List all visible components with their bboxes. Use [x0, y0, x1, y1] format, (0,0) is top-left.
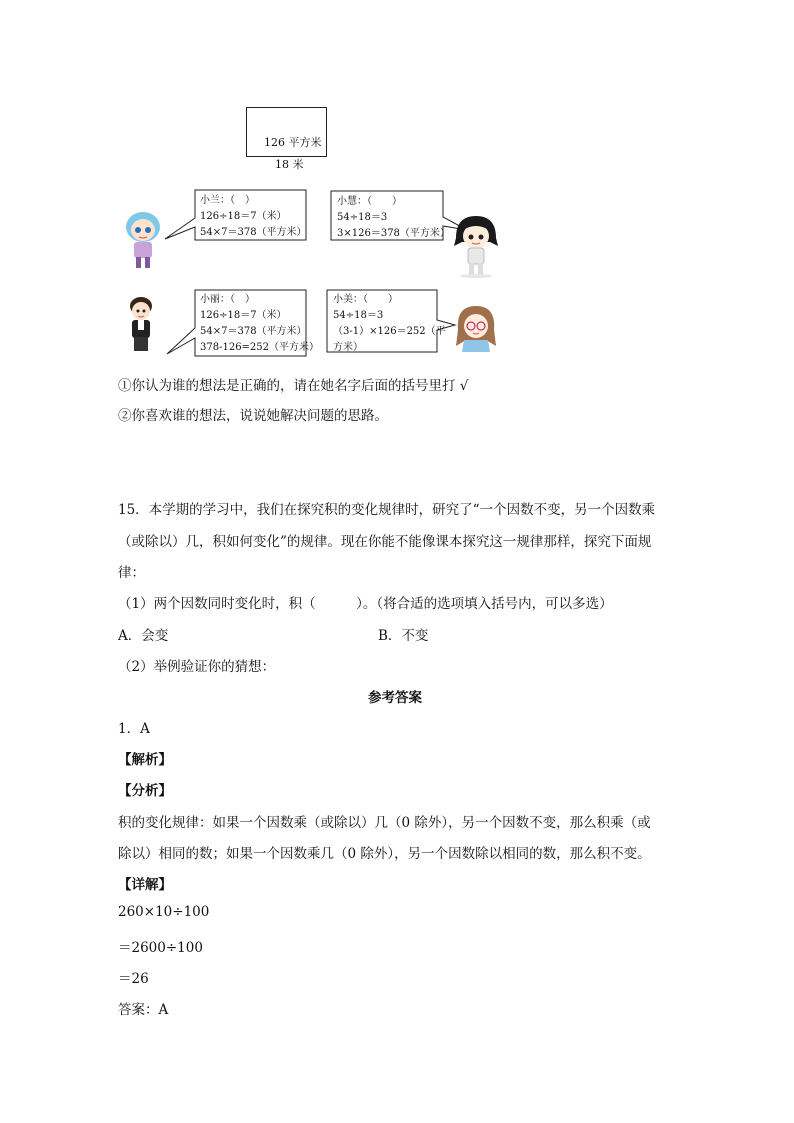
bubble-line: 54×7＝378（平方米）: [200, 227, 307, 238]
woman-avatar: [124, 296, 158, 354]
problem-15-sub2: （2）举例验证你的猜想：: [118, 659, 276, 675]
problem-15-line3: 律：: [118, 565, 145, 581]
option-a: A．会变: [118, 628, 169, 644]
rule-line1: 积的变化规律：如果一个因数乘（或除以）几（0 除外），另一个因数不变，那么积乘（或: [118, 815, 651, 831]
fenxi-label: 【分析】: [118, 783, 172, 799]
bubble-xiaohui: [337, 194, 450, 242]
bubble-line: 54÷18＝3: [333, 310, 384, 321]
calc-line2: ＝2600÷100: [118, 940, 203, 956]
bubble-xiaolan: [200, 193, 307, 241]
answer-1: 1．A: [118, 721, 150, 737]
final-answer: 答案：A: [118, 1002, 169, 1018]
problem-15-sub1: （1）两个因数同时变化时，积（ ）。（将合适的选项填入括号内，可以多选）: [118, 596, 613, 612]
question-1: ①你认为谁的想法是正确的，请在她名字后面的括号里打 √: [118, 378, 469, 394]
calc-line1: 260×10÷100: [118, 904, 210, 920]
problem-15-line1: 15．本学期的学习中，我们在探究积的变化规律时，研究了“一个因数不变，另一个因数乘: [118, 502, 656, 518]
bubble-name: 小丽：（ ）: [200, 294, 255, 305]
question-2: ②你喜欢谁的想法，说说她解决问题的思路。: [118, 408, 388, 424]
problem-15-line2: （或除以）几，积如何变化”的规律。现在你能不能像课本探究这一规律那样，探究下面规: [118, 534, 652, 550]
side-label: 18 米: [275, 158, 304, 171]
rule-line2: 除以）相同的数；如果一个因数乘几（0 除外），另一个因数除以相同的数，那么积不变。: [118, 846, 651, 862]
bubble-name: 小兰：（ ）: [200, 195, 255, 206]
girl-blue-hair-avatar: [122, 210, 164, 272]
bubble-line: 3×126＝378（平方米）: [337, 228, 450, 239]
bubble-line: 54÷18＝3: [337, 212, 388, 223]
bubble-line: 126÷18＝7（米）: [200, 310, 287, 321]
bubble-name: 小美：（ ）: [333, 294, 398, 305]
bubble-line: 54×7＝378（平方米）: [200, 326, 307, 337]
bubble-line: 378-126=252（平方米）: [200, 342, 320, 353]
girl-glasses-avatar: [450, 300, 502, 352]
answers-heading: 参考答案: [368, 690, 422, 706]
bubble-name: 小慧：（ ）: [337, 196, 402, 207]
analysis-label: 【解析】: [118, 752, 172, 768]
bubble-line: 126÷18＝7（米）: [200, 211, 287, 222]
area-label: 126 平方米: [264, 136, 322, 149]
girl-black-hair-avatar: [448, 212, 504, 278]
option-b: B．不变: [378, 628, 429, 644]
bubble-line: （3-1）×126＝252（平: [333, 326, 446, 337]
bubble-xiaomei: [333, 292, 446, 356]
bubble-line: 方米）: [333, 342, 363, 353]
bubble-xiaoli: [200, 292, 319, 356]
calc-line3: ＝26: [118, 971, 149, 987]
detail-label: 【详解】: [118, 877, 172, 893]
